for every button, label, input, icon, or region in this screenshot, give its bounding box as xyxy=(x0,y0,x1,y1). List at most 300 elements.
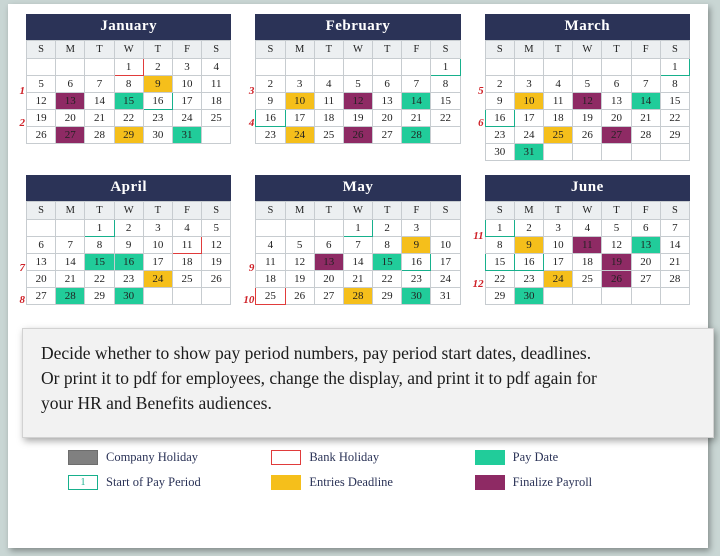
weekday-header: W xyxy=(114,202,143,220)
weekday-header: T xyxy=(602,41,631,59)
month-title: June xyxy=(485,175,690,201)
weekday-header: T xyxy=(544,202,573,220)
day-cell[interactable]: 14 xyxy=(85,93,114,110)
weekday-header-row xyxy=(256,202,460,220)
day-cell[interactable]: 30 xyxy=(485,144,514,161)
day-cell[interactable]: 13 xyxy=(56,93,85,110)
day-cell[interactable]: 10 xyxy=(285,93,314,110)
calendar-grid xyxy=(19,14,690,306)
month-title: May xyxy=(255,175,460,201)
day-cell[interactable]: 16 xyxy=(514,254,543,271)
empty-day-cell xyxy=(573,288,602,305)
week-row xyxy=(256,127,460,144)
day-cell[interactable]: 14 xyxy=(56,254,85,271)
day-cell[interactable]: 31 xyxy=(514,144,543,161)
legend-item-pay-date xyxy=(475,450,668,465)
day-cell[interactable]: 23 xyxy=(256,127,285,144)
day-cell[interactable]: 2 xyxy=(143,59,172,76)
day-cell[interactable]: 22 xyxy=(114,110,143,127)
day-cell[interactable]: 9 xyxy=(143,76,172,93)
day-cell[interactable]: 14 xyxy=(343,254,372,271)
day-cell[interactable]: 18 xyxy=(202,93,231,110)
week-row xyxy=(27,127,231,144)
day-cell[interactable]: 15 xyxy=(660,93,689,110)
day-cell[interactable]: 8 xyxy=(114,76,143,93)
weekday-header: T xyxy=(314,41,343,59)
day-cell[interactable]: 11 xyxy=(544,93,573,110)
day-cell[interactable]: 12 xyxy=(602,237,631,254)
day-cell[interactable]: 27 xyxy=(373,127,402,144)
weekday-header: T xyxy=(373,41,402,59)
day-cell[interactable]: 26 xyxy=(343,127,372,144)
empty-day-cell xyxy=(602,59,631,76)
week-row xyxy=(256,237,460,254)
day-cell[interactable]: 6 xyxy=(56,76,85,93)
day-cell[interactable]: 16 xyxy=(143,93,172,110)
day-cell[interactable]: 13 xyxy=(631,237,660,254)
day-cell[interactable]: 25 xyxy=(573,271,602,288)
day-cell[interactable]: 30 xyxy=(114,288,143,305)
day-cell[interactable]: 16 xyxy=(114,254,143,271)
day-cell[interactable]: 9 xyxy=(514,237,543,254)
empty-day-cell xyxy=(514,59,543,76)
legend-label: Pay Date xyxy=(512,450,559,464)
day-cell[interactable]: 17 xyxy=(285,110,314,127)
weekday-header: W xyxy=(114,41,143,59)
empty-day-cell xyxy=(485,59,514,76)
day-cell[interactable]: 1 xyxy=(485,220,514,237)
day-cell[interactable]: 4 xyxy=(314,76,343,93)
weekday-header: M xyxy=(514,202,543,220)
week-row xyxy=(256,76,460,93)
day-cell[interactable]: 9 xyxy=(402,237,431,254)
legend-label: Company Holiday xyxy=(106,450,199,464)
day-cell[interactable]: 8 xyxy=(431,76,460,93)
day-cell[interactable]: 13 xyxy=(373,93,402,110)
day-cell[interactable]: 16 xyxy=(485,110,514,127)
day-cell[interactable]: 25 xyxy=(172,271,201,288)
day-cell[interactable]: 11 xyxy=(172,237,201,254)
pay-period-number: 4 xyxy=(248,117,255,129)
day-cell[interactable]: 22 xyxy=(485,271,514,288)
day-cell[interactable]: 29 xyxy=(85,288,114,305)
day-cell[interactable]: 9 xyxy=(485,93,514,110)
day-cell[interactable]: 27 xyxy=(27,288,56,305)
weekday-header-row xyxy=(27,41,231,59)
day-cell[interactable]: 22 xyxy=(660,110,689,127)
day-cell[interactable]: 22 xyxy=(431,110,460,127)
month-title: January xyxy=(26,14,231,40)
empty-day-cell xyxy=(631,288,660,305)
day-cell[interactable]: 29 xyxy=(660,127,689,144)
weekday-header: S xyxy=(485,41,514,59)
week-row xyxy=(256,59,460,76)
day-cell[interactable]: 1 xyxy=(343,220,372,237)
day-cell[interactable]: 11 xyxy=(573,237,602,254)
callout-box xyxy=(22,328,714,438)
day-cell[interactable]: 26 xyxy=(27,127,56,144)
day-cell[interactable]: 7 xyxy=(56,237,85,254)
weekday-header: F xyxy=(631,202,660,220)
day-cell[interactable]: 4 xyxy=(172,220,201,237)
weekday-header: T xyxy=(85,41,114,59)
day-cell[interactable]: 7 xyxy=(343,237,372,254)
weekday-header: T xyxy=(85,202,114,220)
day-cell[interactable]: 19 xyxy=(602,254,631,271)
day-cell[interactable]: 10 xyxy=(143,237,172,254)
day-cell[interactable]: 3 xyxy=(402,220,431,237)
weekday-header: M xyxy=(56,41,85,59)
week-row xyxy=(27,76,231,93)
day-cell[interactable]: 21 xyxy=(631,110,660,127)
day-cell[interactable]: 16 xyxy=(256,110,285,127)
day-cell[interactable]: 11 xyxy=(202,76,231,93)
day-cell[interactable]: 7 xyxy=(660,220,689,237)
week-row xyxy=(485,127,689,144)
weekday-header: T xyxy=(143,41,172,59)
day-cell[interactable]: 19 xyxy=(202,254,231,271)
day-cell[interactable]: 15 xyxy=(373,254,402,271)
week-row xyxy=(27,220,231,237)
day-cell[interactable]: 3 xyxy=(285,76,314,93)
weekday-header: T xyxy=(373,202,402,220)
day-cell[interactable]: 4 xyxy=(573,220,602,237)
day-cell[interactable]: 23 xyxy=(114,271,143,288)
day-cell[interactable]: 20 xyxy=(27,271,56,288)
day-cell[interactable]: 27 xyxy=(314,288,343,305)
empty-day-cell xyxy=(602,144,631,161)
day-cell[interactable]: 12 xyxy=(573,93,602,110)
day-cell[interactable]: 5 xyxy=(202,220,231,237)
weekday-header: M xyxy=(514,41,543,59)
weekday-header: S xyxy=(660,202,689,220)
day-cell[interactable]: 21 xyxy=(85,110,114,127)
day-cell[interactable]: 13 xyxy=(27,254,56,271)
month-table xyxy=(26,40,231,144)
day-cell[interactable]: 5 xyxy=(27,76,56,93)
day-cell[interactable]: 26 xyxy=(602,271,631,288)
day-cell[interactable]: 28 xyxy=(631,127,660,144)
day-cell[interactable]: 24 xyxy=(143,271,172,288)
day-cell[interactable]: 2 xyxy=(485,76,514,93)
day-cell[interactable]: 17 xyxy=(172,93,201,110)
pay-period-number: 11 xyxy=(473,230,484,242)
day-cell[interactable]: 29 xyxy=(373,288,402,305)
day-cell[interactable]: 28 xyxy=(402,127,431,144)
day-cell[interactable]: 2 xyxy=(514,220,543,237)
day-cell[interactable]: 20 xyxy=(373,110,402,127)
day-cell[interactable]: 31 xyxy=(431,288,460,305)
day-cell[interactable]: 28 xyxy=(85,127,114,144)
day-cell[interactable]: 13 xyxy=(602,93,631,110)
day-cell[interactable]: 1 xyxy=(431,59,460,76)
month-title: April xyxy=(26,175,231,201)
week-row xyxy=(485,237,689,254)
week-row xyxy=(485,93,689,110)
week-row xyxy=(256,271,460,288)
day-cell[interactable]: 23 xyxy=(402,271,431,288)
day-cell[interactable]: 6 xyxy=(602,76,631,93)
day-cell[interactable]: 8 xyxy=(485,237,514,254)
day-cell[interactable]: 17 xyxy=(431,254,460,271)
day-cell[interactable]: 12 xyxy=(285,254,314,271)
day-cell[interactable]: 15 xyxy=(85,254,114,271)
day-cell[interactable]: 9 xyxy=(256,93,285,110)
day-cell[interactable]: 22 xyxy=(85,271,114,288)
pay-period-number: 12 xyxy=(472,278,484,290)
legend-label: Start of Pay Period xyxy=(106,475,201,489)
week-row xyxy=(485,254,689,271)
pay-period-number: 7 xyxy=(19,262,25,274)
day-cell[interactable]: 27 xyxy=(56,127,85,144)
day-cell[interactable]: 14 xyxy=(660,237,689,254)
weekday-header-row xyxy=(27,202,231,220)
day-cell[interactable]: 2 xyxy=(256,76,285,93)
weekday-header: T xyxy=(143,202,172,220)
day-cell[interactable]: 28 xyxy=(56,288,85,305)
day-cell[interactable]: 6 xyxy=(373,76,402,93)
day-cell[interactable]: 21 xyxy=(660,254,689,271)
week-row xyxy=(485,76,689,93)
empty-day-cell xyxy=(660,144,689,161)
month-title: February xyxy=(255,14,460,40)
day-cell[interactable]: 10 xyxy=(514,93,543,110)
day-cell[interactable]: 19 xyxy=(285,271,314,288)
day-cell[interactable]: 6 xyxy=(631,220,660,237)
day-cell[interactable]: 2 xyxy=(373,220,402,237)
empty-day-cell xyxy=(402,59,431,76)
legend-item-entries-deadline xyxy=(271,475,464,490)
day-cell[interactable]: 27 xyxy=(602,127,631,144)
day-cell[interactable]: 3 xyxy=(143,220,172,237)
day-cell[interactable]: 4 xyxy=(256,237,285,254)
day-cell[interactable]: 21 xyxy=(343,271,372,288)
weekday-header-row xyxy=(485,41,689,59)
empty-day-cell xyxy=(285,220,314,237)
month-may xyxy=(243,175,460,306)
day-cell[interactable]: 10 xyxy=(544,237,573,254)
day-cell[interactable]: 2 xyxy=(114,220,143,237)
weekday-header: M xyxy=(285,202,314,220)
day-cell[interactable]: 31 xyxy=(172,127,201,144)
empty-day-cell xyxy=(573,59,602,76)
day-cell[interactable]: 12 xyxy=(202,237,231,254)
empty-day-cell xyxy=(202,127,231,144)
day-cell[interactable]: 20 xyxy=(314,271,343,288)
day-cell[interactable]: 20 xyxy=(602,110,631,127)
month-table xyxy=(255,40,460,144)
week-row xyxy=(256,254,460,271)
day-cell[interactable]: 3 xyxy=(172,59,201,76)
day-cell[interactable]: 25 xyxy=(256,288,285,305)
day-cell[interactable]: 22 xyxy=(373,271,402,288)
weekday-header: S xyxy=(202,41,231,59)
day-cell[interactable]: 8 xyxy=(660,76,689,93)
day-cell[interactable]: 24 xyxy=(431,271,460,288)
legend-swatch-finalize-payroll xyxy=(475,475,505,490)
day-cell[interactable]: 11 xyxy=(314,93,343,110)
day-cell[interactable]: 15 xyxy=(114,93,143,110)
day-cell[interactable]: 16 xyxy=(402,254,431,271)
week-row xyxy=(27,271,231,288)
empty-day-cell xyxy=(56,59,85,76)
day-cell[interactable]: 15 xyxy=(431,93,460,110)
weekday-header: F xyxy=(402,202,431,220)
day-cell[interactable]: 11 xyxy=(256,254,285,271)
day-cell[interactable]: 18 xyxy=(256,271,285,288)
legend-label: Finalize Payroll xyxy=(512,475,593,489)
month-title: March xyxy=(485,14,690,40)
legend-item-company-holiday xyxy=(68,450,261,465)
empty-day-cell xyxy=(431,127,460,144)
empty-day-cell xyxy=(373,59,402,76)
day-cell[interactable]: 7 xyxy=(402,76,431,93)
day-cell[interactable]: 30 xyxy=(143,127,172,144)
month-table xyxy=(485,40,690,161)
day-cell[interactable]: 30 xyxy=(514,288,543,305)
day-cell[interactable]: 20 xyxy=(56,110,85,127)
day-cell[interactable]: 1 xyxy=(85,220,114,237)
day-cell[interactable]: 27 xyxy=(631,271,660,288)
day-cell[interactable]: 12 xyxy=(27,93,56,110)
week-row xyxy=(256,220,460,237)
day-cell[interactable]: 19 xyxy=(343,110,372,127)
day-cell[interactable]: 28 xyxy=(343,288,372,305)
empty-day-cell xyxy=(343,59,372,76)
week-row xyxy=(27,93,231,110)
pay-period-number: 3 xyxy=(248,85,255,97)
week-row xyxy=(27,59,231,76)
day-cell[interactable]: 17 xyxy=(514,110,543,127)
empty-day-cell xyxy=(660,288,689,305)
day-cell[interactable]: 8 xyxy=(373,237,402,254)
empty-day-cell xyxy=(27,220,56,237)
day-cell[interactable]: 5 xyxy=(573,76,602,93)
day-cell[interactable]: 13 xyxy=(314,254,343,271)
callout-line-3: your HR and Benefits audiences. xyxy=(41,393,272,413)
day-cell[interactable]: 9 xyxy=(114,237,143,254)
weekday-header: T xyxy=(544,41,573,59)
day-cell[interactable]: 3 xyxy=(544,220,573,237)
day-cell[interactable]: 12 xyxy=(343,93,372,110)
day-cell[interactable]: 7 xyxy=(631,76,660,93)
day-cell[interactable]: 25 xyxy=(314,127,343,144)
pay-period-number: 10 xyxy=(243,294,255,306)
weekday-header: S xyxy=(27,202,56,220)
empty-day-cell xyxy=(631,144,660,161)
month-table xyxy=(485,201,690,305)
empty-day-cell xyxy=(602,288,631,305)
day-cell[interactable]: 17 xyxy=(544,254,573,271)
day-cell[interactable]: 14 xyxy=(402,93,431,110)
pay-period-number: 8 xyxy=(19,294,25,306)
day-cell[interactable]: 6 xyxy=(314,237,343,254)
day-cell[interactable]: 1 xyxy=(114,59,143,76)
day-cell[interactable]: 4 xyxy=(202,59,231,76)
day-cell[interactable]: 19 xyxy=(573,110,602,127)
weekday-header: M xyxy=(285,41,314,59)
day-cell[interactable]: 17 xyxy=(143,254,172,271)
day-cell[interactable]: 18 xyxy=(314,110,343,127)
day-cell[interactable]: 3 xyxy=(514,76,543,93)
day-cell[interactable]: 18 xyxy=(544,110,573,127)
day-cell[interactable]: 25 xyxy=(544,127,573,144)
day-cell[interactable]: 8 xyxy=(85,237,114,254)
day-cell[interactable]: 23 xyxy=(485,127,514,144)
day-cell[interactable]: 10 xyxy=(172,76,201,93)
day-cell[interactable]: 29 xyxy=(114,127,143,144)
empty-day-cell xyxy=(172,288,201,305)
day-cell[interactable]: 23 xyxy=(514,271,543,288)
day-cell[interactable]: 1 xyxy=(660,59,689,76)
weekday-header: M xyxy=(56,202,85,220)
week-row xyxy=(485,220,689,237)
day-cell[interactable]: 24 xyxy=(514,127,543,144)
legend-label: Bank Holiday xyxy=(309,450,380,464)
day-cell[interactable]: 26 xyxy=(202,271,231,288)
weekday-header: F xyxy=(631,41,660,59)
day-cell[interactable]: 21 xyxy=(402,110,431,127)
day-cell[interactable]: 18 xyxy=(573,254,602,271)
day-cell[interactable]: 26 xyxy=(573,127,602,144)
day-cell[interactable]: 26 xyxy=(285,288,314,305)
weekday-header: S xyxy=(27,41,56,59)
day-cell[interactable]: 5 xyxy=(602,220,631,237)
week-row xyxy=(485,110,689,127)
day-cell[interactable]: 29 xyxy=(485,288,514,305)
empty-day-cell xyxy=(202,288,231,305)
day-cell[interactable]: 5 xyxy=(343,76,372,93)
day-cell[interactable]: 19 xyxy=(27,110,56,127)
day-cell[interactable]: 5 xyxy=(285,237,314,254)
week-row xyxy=(27,237,231,254)
legend-swatch-pay-date xyxy=(475,450,505,465)
day-cell[interactable]: 28 xyxy=(660,271,689,288)
weekday-header: T xyxy=(314,202,343,220)
month-march xyxy=(478,14,690,161)
pay-period-number: 2 xyxy=(19,117,25,129)
day-cell[interactable]: 24 xyxy=(285,127,314,144)
day-cell[interactable]: 6 xyxy=(27,237,56,254)
weekday-header: W xyxy=(343,41,372,59)
weekday-header: T xyxy=(602,202,631,220)
weekday-header: F xyxy=(402,41,431,59)
day-cell[interactable]: 30 xyxy=(402,288,431,305)
week-row xyxy=(485,144,689,161)
day-cell[interactable]: 23 xyxy=(143,110,172,127)
week-row xyxy=(27,288,231,305)
day-cell[interactable]: 15 xyxy=(485,254,514,271)
weekday-header: S xyxy=(431,202,460,220)
day-cell[interactable]: 14 xyxy=(631,93,660,110)
week-row xyxy=(27,110,231,127)
day-cell[interactable]: 21 xyxy=(56,271,85,288)
day-cell[interactable]: 18 xyxy=(172,254,201,271)
day-cell[interactable]: 24 xyxy=(172,110,201,127)
week-row xyxy=(256,110,460,127)
day-cell[interactable]: 25 xyxy=(202,110,231,127)
day-cell[interactable]: 24 xyxy=(544,271,573,288)
day-cell[interactable]: 4 xyxy=(544,76,573,93)
day-cell[interactable]: 7 xyxy=(85,76,114,93)
week-row xyxy=(256,288,460,305)
legend xyxy=(68,450,668,490)
month-june xyxy=(472,175,690,305)
day-cell[interactable]: 10 xyxy=(431,237,460,254)
callout-line-1: Decide whether to show pay period numbers, pay period start dates, deadlines. xyxy=(41,343,592,363)
empty-day-cell xyxy=(314,59,343,76)
day-cell[interactable]: 20 xyxy=(631,254,660,271)
